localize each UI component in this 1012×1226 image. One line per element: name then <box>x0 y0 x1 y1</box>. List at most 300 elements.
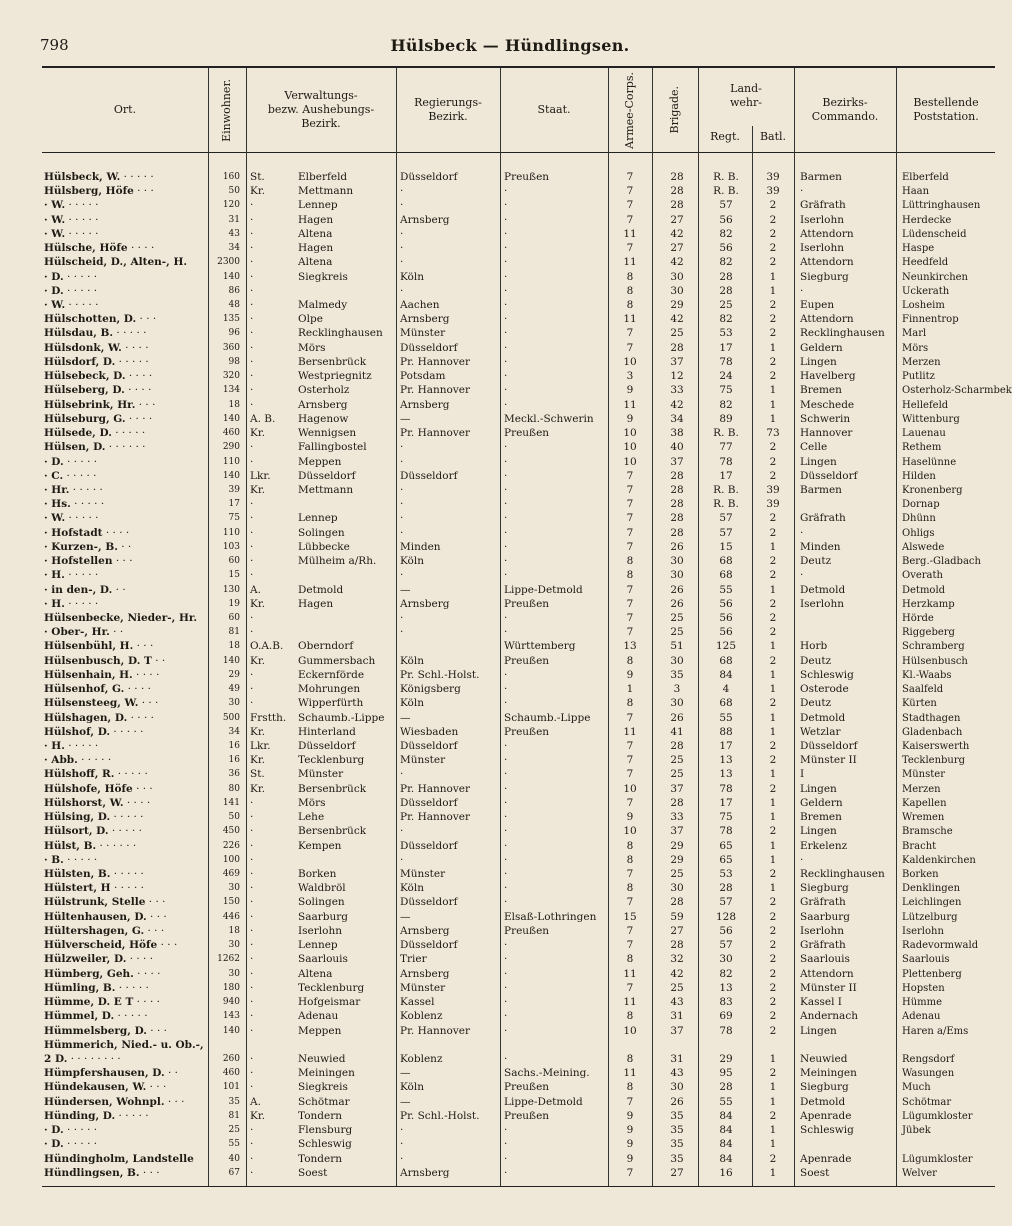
poststation-cell: Hopsten <box>902 982 945 994</box>
brigade-cell: 25 <box>670 611 684 624</box>
landwehr-batl-cell: 2 <box>769 569 777 582</box>
einwohner-cell: 17 <box>228 499 240 510</box>
header-armee-corps: Armee-Corps. <box>622 71 636 149</box>
place-name: 2 D. <box>44 1052 68 1065</box>
verwaltungsbezirk-cell: Lennep <box>298 939 338 952</box>
poststation-cell: Herzkamp <box>902 598 955 610</box>
armee-corps-cell: 11 <box>623 256 637 269</box>
poststation-cell: Riggeberg <box>902 627 955 639</box>
landwehr-regt-cell: 55 <box>719 583 733 596</box>
landwehr-batl-cell: 1 <box>769 1052 777 1065</box>
place-name: Hülseberg, D. <box>44 384 125 397</box>
staat-cell: · <box>504 469 508 482</box>
brigade-cell: 30 <box>670 697 684 710</box>
landwehr-regt-cell: 65 <box>719 839 733 852</box>
place-name-cell <box>44 612 212 625</box>
armee-corps-cell: 9 <box>626 412 634 425</box>
staat-cell: · <box>504 796 508 809</box>
landwehr-regt-cell: 56 <box>719 213 733 226</box>
armee-corps-cell: 11 <box>623 967 637 980</box>
armee-corps-cell: 7 <box>626 611 634 624</box>
staat-cell: · <box>504 782 508 795</box>
landwehr-batl-cell: 2 <box>769 555 777 568</box>
place-name: Hümmelsberg, D. <box>44 1024 147 1037</box>
bezirkskommando-cell: Saarlouis <box>800 953 850 966</box>
armee-corps-cell: 8 <box>626 882 634 895</box>
brigade-cell: 51 <box>670 640 684 653</box>
place-name: Hülshofe, Höfe <box>44 782 133 795</box>
armee-corps-cell: 8 <box>626 569 634 582</box>
header-regierungsbezirk: Regierungs- Bezirk. <box>414 95 482 123</box>
landwehr-regt-cell: 57 <box>719 526 733 539</box>
place-name-cell <box>44 1153 212 1166</box>
brigade-cell: 30 <box>670 270 684 283</box>
landwehr-batl-cell: 2 <box>769 327 777 340</box>
brigade-cell: 35 <box>670 1138 684 1151</box>
bezirkskommando-cell: · <box>800 284 804 297</box>
poststation-cell: Kürten <box>902 698 937 710</box>
einwohner-cell: 25 <box>228 1125 240 1136</box>
verwaltungsbezirk-cell: Hofgeismar <box>298 996 361 1009</box>
brigade-cell: 26 <box>670 1095 684 1108</box>
einwohner-cell: 460 <box>222 428 240 439</box>
place-name: Hümme, D. E T <box>44 996 134 1009</box>
bezirkskommando-cell: Detmold <box>800 1095 846 1108</box>
landwehr-regt-cell: 57 <box>719 939 733 952</box>
landwehr-regt-cell: 17 <box>719 341 733 354</box>
einwohner-cell: 446 <box>222 911 240 922</box>
verwaltungsbezirk-cell: Soest <box>298 1166 328 1179</box>
district-type-cell: · <box>250 526 254 539</box>
district-type-cell: · <box>250 683 254 696</box>
regierungsbezirk-cell: Aachen <box>400 299 440 312</box>
einwohner-cell: 35 <box>228 1096 240 1107</box>
poststation-cell: Haselünne <box>902 456 957 468</box>
poststation-cell: Lützelburg <box>902 911 958 923</box>
district-type-cell: · <box>250 398 254 411</box>
place-name: Hülsberg, Höfe <box>44 185 134 198</box>
bezirkskommando-cell: Minden <box>800 540 841 553</box>
leader-dots: · · · · · <box>110 882 144 895</box>
einwohner-cell: 40 <box>228 1153 240 1164</box>
place-name-cell <box>44 768 212 781</box>
staat-cell: · <box>504 626 508 639</box>
bezirkskommando-cell: Kassel I <box>800 996 842 1009</box>
place-name-cell <box>44 953 212 966</box>
brigade-cell: 25 <box>670 327 684 340</box>
place-name-cell <box>44 470 212 483</box>
verwaltungsbezirk-cell: Mettmann <box>298 185 354 198</box>
brigade-cell: 30 <box>670 284 684 297</box>
bezirkskommando-cell: Deutz <box>800 555 832 568</box>
landwehr-regt-cell: 28 <box>719 882 733 895</box>
bezirkskommando-cell: Attendorn <box>800 313 854 326</box>
district-type-cell: · <box>250 199 254 212</box>
bezirkskommando-cell: Lingen <box>800 782 837 795</box>
leader-dots: · · · · · <box>108 825 142 838</box>
leader-dots: · · · · · <box>70 498 105 511</box>
poststation-cell: Wittenburg <box>902 413 960 425</box>
staat-cell: · <box>504 853 508 866</box>
poststation-cell: Berg.-Gladbach <box>902 556 981 568</box>
einwohner-cell: 81 <box>228 1110 240 1121</box>
armee-corps-cell: 7 <box>626 469 634 482</box>
einwohner-cell: 2300 <box>217 257 240 268</box>
einwohner-cell: 18 <box>228 641 240 652</box>
bezirkskommando-cell: · <box>800 185 804 198</box>
poststation-cell: Schramberg <box>902 641 965 653</box>
brigade-cell: 25 <box>670 981 684 994</box>
poststation-cell: Hörde <box>902 612 934 624</box>
brigade-cell: 27 <box>670 924 684 937</box>
landwehr-regt-cell: 57 <box>719 512 733 525</box>
landwehr-batl-cell: 2 <box>769 256 777 269</box>
armee-corps-cell: 11 <box>623 227 637 240</box>
landwehr-batl-cell: 1 <box>769 811 777 824</box>
brigade-cell: 33 <box>670 384 684 397</box>
place-name: · W. <box>44 512 66 525</box>
district-type-cell: · <box>250 1052 254 1065</box>
district-type-cell: Kr. <box>250 597 266 610</box>
regierungsbezirk-cell: · <box>400 853 404 866</box>
einwohner-cell: 360 <box>222 342 240 353</box>
landwehr-regt-cell: 75 <box>719 384 733 397</box>
poststation-cell: Kaldenkirchen <box>902 854 976 866</box>
staat-cell: Preußen <box>504 725 550 738</box>
place-name-cell <box>44 783 212 796</box>
verwaltungsbezirk-cell: Arnsberg <box>298 398 348 411</box>
regierungsbezirk-cell: Arnsberg <box>400 967 450 980</box>
einwohner-cell: 67 <box>228 1167 240 1178</box>
landwehr-batl-cell: 1 <box>769 1166 777 1179</box>
district-type-cell: · <box>250 213 254 226</box>
verwaltungsbezirk-cell: Bersenbrück <box>298 355 367 368</box>
armee-corps-cell: 7 <box>626 768 634 781</box>
bezirkskommando-cell: Siegburg <box>800 1081 849 1094</box>
poststation-cell: Haan <box>902 186 930 198</box>
place-name: · Hs. <box>44 498 71 511</box>
staat-cell: · <box>504 967 508 980</box>
landwehr-regt-cell: 78 <box>719 782 733 795</box>
district-type-cell: St. <box>250 171 265 183</box>
einwohner-cell: 134 <box>222 385 240 396</box>
landwehr-batl-cell: 1 <box>769 668 777 681</box>
einwohner-cell: 50 <box>228 186 240 197</box>
armee-corps-cell: 7 <box>626 1166 634 1179</box>
brigade-cell: 34 <box>670 412 684 425</box>
place-name-cell <box>44 399 212 412</box>
place-name: Hülsede, D. <box>44 427 112 440</box>
leader-dots: · · · · · · · · <box>67 1052 121 1065</box>
regierungsbezirk-cell: Koblenz <box>400 1010 443 1023</box>
landwehr-batl-cell: 1 <box>769 398 777 411</box>
brigade-cell: 41 <box>670 725 684 738</box>
leader-dots: · · · · · <box>65 199 99 212</box>
poststation-cell: Haren a/Ems <box>902 1025 969 1037</box>
leader-dots: · · · <box>146 910 167 923</box>
header-regt: Regt. <box>710 130 740 143</box>
einwohner-cell: 101 <box>222 1082 240 1093</box>
einwohner-cell: 49 <box>228 684 240 695</box>
regierungsbezirk-cell: Arnsberg <box>400 213 450 226</box>
place-name: Hülsen, D. <box>44 441 106 454</box>
landwehr-regt-cell: 28 <box>719 1081 733 1094</box>
verwaltungsbezirk-cell: Bersenbrück <box>298 825 367 838</box>
einwohner-cell: 160 <box>222 172 240 182</box>
district-type-cell: · <box>250 1124 254 1137</box>
staat-cell: Preußen <box>504 1081 550 1094</box>
brigade-cell: 26 <box>670 597 684 610</box>
brigade-cell: 29 <box>670 853 684 866</box>
place-name-cell <box>44 512 212 525</box>
poststation-cell: Schötmar <box>902 1096 952 1108</box>
place-name-cell <box>44 726 212 739</box>
landwehr-batl-cell: 2 <box>769 355 777 368</box>
poststation-cell: Elberfeld <box>902 172 949 183</box>
armee-corps-cell: 7 <box>626 341 634 354</box>
regierungsbezirk-cell: Düsseldorf <box>400 839 458 852</box>
verwaltungsbezirk-cell: Hagen <box>298 213 334 226</box>
verwaltungsbezirk-cell: Tondern <box>298 1152 342 1165</box>
bezirkskommando-cell: Havelberg <box>800 370 856 383</box>
leader-dots: · · · · · <box>114 768 148 781</box>
verwaltungsbezirk-cell: Gummersbach <box>298 654 376 667</box>
district-type-cell: · <box>250 910 254 923</box>
armee-corps-cell: 7 <box>626 711 634 724</box>
place-name-cell <box>44 285 212 298</box>
armee-corps-cell: 7 <box>626 981 634 994</box>
brigade-cell: 27 <box>670 242 684 255</box>
landwehr-batl-cell: 2 <box>769 313 777 326</box>
landwehr-batl-cell: 2 <box>769 996 777 1009</box>
brigade-cell: 26 <box>670 711 684 724</box>
place-name: · Ober-, Hr. <box>44 626 110 639</box>
landwehr-batl-cell: 2 <box>769 611 777 624</box>
place-name: Hülstert, H <box>44 882 111 895</box>
verwaltungsbezirk-cell: Mörs <box>298 341 326 354</box>
district-type-cell: · <box>250 284 254 297</box>
poststation-cell: Borken <box>902 869 939 881</box>
landwehr-regt-cell: 68 <box>719 654 733 667</box>
leader-dots: · · · · · <box>63 469 97 482</box>
leader-dots: · · · <box>136 313 157 326</box>
brigade-cell: 29 <box>670 839 684 852</box>
header-brigade: Brigade. <box>667 86 681 134</box>
district-type-cell: · <box>250 996 254 1009</box>
leader-dots: · · · · · <box>69 483 103 496</box>
regierungsbezirk-cell: · <box>400 512 404 525</box>
brigade-cell: 33 <box>670 811 684 824</box>
staat-cell: · <box>504 327 508 340</box>
place-name: Hültershagen, G. <box>44 924 145 937</box>
bezirkskommando-cell: Detmold <box>800 583 846 596</box>
leader-dots: · · · · · <box>63 284 98 297</box>
verwaltungsbezirk-cell: Lehe <box>298 811 325 824</box>
landwehr-regt-cell: 128 <box>715 910 737 923</box>
landwehr-batl-cell: 2 <box>769 740 777 752</box>
landwehr-regt-cell: 56 <box>719 626 733 639</box>
landwehr-batl-cell: 2 <box>769 953 777 966</box>
landwehr-batl-cell: 1 <box>769 683 777 696</box>
verwaltungsbezirk-cell: Schleswig <box>298 1138 352 1151</box>
einwohner-cell: 460 <box>222 1068 240 1079</box>
district-type-cell: · <box>250 868 254 881</box>
bezirkskommando-cell: Gräfrath <box>800 199 846 212</box>
leader-dots: · · · · · <box>63 1138 98 1151</box>
landwehr-regt-cell: 84 <box>719 668 733 681</box>
armee-corps-cell: 8 <box>626 1081 634 1094</box>
leader-dots: · · · · <box>132 668 160 681</box>
place-name: Hülsenbühl, H. <box>44 640 134 653</box>
place-name-cell <box>44 655 212 668</box>
leader-dots: · · · · · <box>65 227 99 240</box>
brigade-cell: 37 <box>670 1024 684 1037</box>
verwaltungsbezirk-cell: Lübbecke <box>298 540 350 553</box>
verwaltungsbezirk-cell: Düsseldorf <box>298 740 356 752</box>
poststation-cell: Stadthagen <box>902 712 961 724</box>
verwaltungsbezirk-cell: Eckernförde <box>298 668 365 681</box>
verwaltungsbezirk-cell: Hagen <box>298 597 334 610</box>
verwaltungsbezirk-cell: Meppen <box>298 1024 342 1037</box>
einwohner-cell: 469 <box>222 869 240 880</box>
place-name-cell <box>44 384 212 397</box>
poststation-cell: Osterholz-Scharmbek <box>902 385 1012 397</box>
bezirkskommando-cell: Geldern <box>800 796 843 809</box>
landwehr-batl-cell: 2 <box>769 654 777 667</box>
place-name-cell <box>44 968 212 981</box>
place-name-cell <box>44 199 212 212</box>
poststation-cell: Iserlohn <box>902 925 944 937</box>
district-type-cell: Kr. <box>250 1109 266 1122</box>
district-type-cell: · <box>250 1081 254 1094</box>
district-type-cell: · <box>250 327 254 340</box>
regierungsbezirk-cell: Arnsberg <box>400 398 450 411</box>
bezirkskommando-cell: · <box>800 526 804 539</box>
place-name: Hülsdau, B. <box>44 327 114 340</box>
place-name: · W. <box>44 299 66 312</box>
staat-cell: · <box>504 213 508 226</box>
poststation-cell: Much <box>902 1082 931 1094</box>
district-type-cell: · <box>250 455 254 468</box>
staat-cell: · <box>504 825 508 838</box>
leader-dots: · · · · · <box>77 754 112 767</box>
landwehr-regt-cell: 29 <box>719 1052 733 1065</box>
brigade-cell: 28 <box>670 498 684 511</box>
armee-corps-cell: 7 <box>626 327 634 340</box>
leader-dots: · · · <box>112 555 133 568</box>
landwehr-regt-cell: 75 <box>719 811 733 824</box>
landwehr-regt-cell: 4 <box>722 683 730 696</box>
einwohner-cell: 110 <box>222 456 240 467</box>
poststation-cell: Detmold <box>902 584 946 596</box>
armee-corps-cell: 10 <box>623 427 637 440</box>
verwaltungsbezirk-cell: Saarlouis <box>298 953 348 966</box>
bezirkskommando-cell: Münster II <box>800 754 857 767</box>
einwohner-cell: 135 <box>222 314 240 325</box>
bezirkskommando-cell: · <box>800 569 804 582</box>
regierungsbezirk-cell: · <box>400 825 404 838</box>
armee-corps-cell: 7 <box>626 213 634 226</box>
armee-corps-cell: 7 <box>626 597 634 610</box>
poststation-cell: Kapellen <box>902 797 947 809</box>
place-name-cell <box>44 541 212 554</box>
landwehr-regt-cell: 82 <box>719 398 733 411</box>
einwohner-cell: 140 <box>222 413 240 424</box>
place-name-cell <box>44 413 212 426</box>
place-name: · W. <box>44 199 66 212</box>
regierungsbezirk-cell: — <box>400 711 411 724</box>
landwehr-regt-cell: 84 <box>719 1152 733 1165</box>
place-name-cell <box>44 868 212 881</box>
place-name-cell <box>44 370 212 383</box>
bezirkskommando-cell: Meschede <box>800 398 855 411</box>
place-name: · H. <box>44 740 65 752</box>
district-type-cell: · <box>250 313 254 326</box>
brigade-cell: 29 <box>670 299 684 312</box>
verwaltungsbezirk-cell: Iserlohn <box>298 924 342 937</box>
staat-cell: · <box>504 455 508 468</box>
district-type-cell: · <box>250 953 254 966</box>
regierungsbezirk-cell: Düsseldorf <box>400 341 458 354</box>
place-name-cell <box>44 882 212 895</box>
einwohner-cell: 30 <box>228 698 240 709</box>
place-name-cell <box>44 797 212 810</box>
bezirkskommando-cell: Deutz <box>800 697 832 710</box>
regierungsbezirk-cell: Arnsberg <box>400 313 450 326</box>
verwaltungsbezirk-cell: Adenau <box>298 1010 339 1023</box>
einwohner-cell: 290 <box>222 442 240 453</box>
armee-corps-cell: 10 <box>623 441 637 454</box>
poststation-cell: Denklingen <box>902 883 961 895</box>
staat-cell: · <box>504 697 508 710</box>
column-divider <box>698 68 699 1186</box>
einwohner-cell: 34 <box>228 726 240 737</box>
running-header <box>40 36 980 62</box>
district-type-cell: A. <box>250 1095 261 1108</box>
landwehr-regt-cell: 15 <box>719 540 733 553</box>
verwaltungsbezirk-cell: Schaumb.-Lippe <box>298 711 385 724</box>
staat-cell: · <box>504 284 508 297</box>
place-name-cell <box>44 327 212 340</box>
staat-cell: · <box>504 341 508 354</box>
district-type-cell: · <box>250 882 254 895</box>
landwehr-regt-cell: 56 <box>719 611 733 624</box>
place-name-cell <box>44 555 212 568</box>
poststation-cell: Uckerath <box>902 285 950 297</box>
landwehr-batl-cell: 39 <box>766 185 780 198</box>
einwohner-cell: 15 <box>228 570 240 581</box>
armee-corps-cell: 8 <box>626 1052 634 1065</box>
place-name: Hülverscheid, Höfe <box>44 939 158 952</box>
place-name-cell <box>44 171 212 184</box>
verwaltungsbezirk-cell: Münster <box>298 768 344 781</box>
column-divider <box>500 68 501 1186</box>
verwaltungsbezirk-cell: Westpriegnitz <box>298 370 372 383</box>
place-name-cell <box>44 911 212 924</box>
verwaltungsbezirk-cell: Malmedy <box>298 299 348 312</box>
armee-corps-cell: 9 <box>626 384 634 397</box>
poststation-cell: Putlitz <box>902 371 935 383</box>
regierungsbezirk-cell: Köln <box>400 882 425 895</box>
armee-corps-cell: 7 <box>626 583 634 596</box>
place-name: Hülshagen, D. <box>44 711 128 724</box>
bezirkskommando-cell: Schleswig <box>800 668 854 681</box>
armee-corps-cell: 13 <box>623 640 637 653</box>
place-name-cell <box>44 1053 212 1066</box>
poststation-cell: Kronenberg <box>902 484 963 496</box>
landwehr-regt-cell: 25 <box>719 299 733 312</box>
verwaltungsbezirk-cell: Olpe <box>298 313 323 326</box>
